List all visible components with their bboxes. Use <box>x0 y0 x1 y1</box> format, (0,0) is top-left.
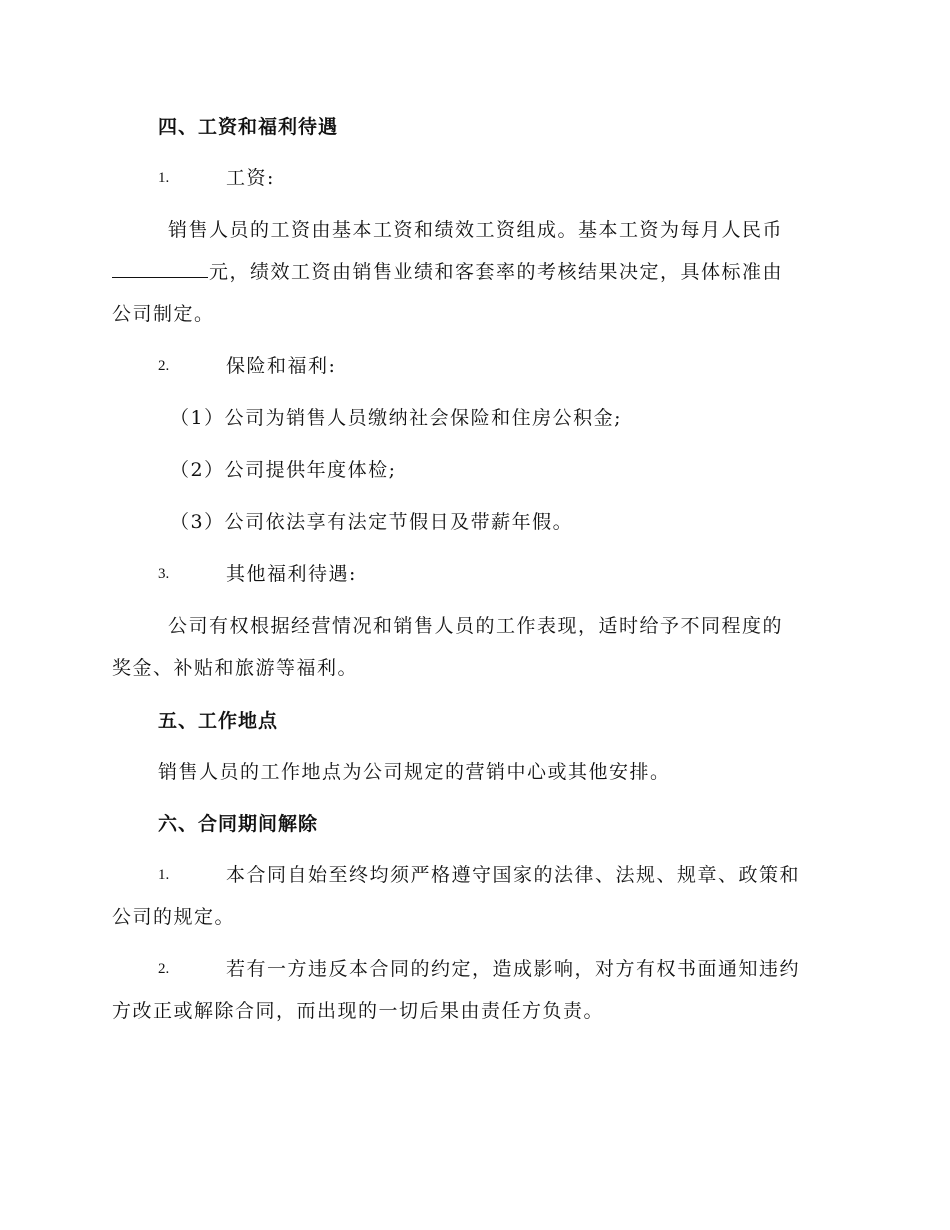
termination-item-1-line-1: 本合同自始至终均须严格遵守国家的法律、法规、规章、政策和 <box>226 864 801 886</box>
insurance-item-2: （2）公司提供年度体检; <box>170 459 397 481</box>
termination-item-1-line-2: 公司的规定。 <box>112 906 236 928</box>
other-benefits-line-2: 奖金、补贴和旅游等福利。 <box>112 657 359 679</box>
wage-paragraph-line-3: 公司制定。 <box>112 303 215 325</box>
insurance-item-3: （3）公司依法享有法定节假日及带薪年假。 <box>170 511 574 533</box>
section-4-title: 四、工资和福利待遇 <box>158 116 339 138</box>
wage-paragraph-line-1: 销售人员的工资由基本工资和绩效工资组成。基本工资为每月人民币 <box>168 219 784 241</box>
work-location-paragraph: 销售人员的工作地点为公司规定的营销中心或其他安排。 <box>158 761 671 783</box>
insurance-item-1: （1）公司为销售人员缴纳社会保险和住房公积金; <box>170 407 622 429</box>
section-6-title: 六、合同期间解除 <box>158 813 319 835</box>
section-5-title: 五、工作地点 <box>158 710 279 732</box>
other-benefits-line-1: 公司有权根据经营情况和销售人员的工作表现，适时给予不同程度的 <box>168 615 784 637</box>
list-number-4-3: 3. <box>158 566 170 582</box>
list-number-6-2: 2. <box>158 961 170 977</box>
list-number-4-1: 1. <box>158 170 170 186</box>
list-number-4-2: 2. <box>158 358 170 374</box>
wage-label: 工资: <box>226 167 275 189</box>
termination-item-2-line-2: 方改正或解除合同，而出现的一切后果由责任方负责。 <box>112 1000 605 1022</box>
list-number-6-1: 1. <box>158 867 170 883</box>
wage-paragraph-line-2: 元，绩效工资由销售业绩和客套率的考核结果决定，具体标准由 <box>112 259 783 285</box>
termination-item-2-line-1: 若有一方违反本合同的约定，造成影响，对方有权书面通知违约 <box>226 958 801 980</box>
insurance-label: 保险和福利: <box>226 355 337 377</box>
amount-blank <box>112 259 208 278</box>
other-benefits-label: 其他福利待遇: <box>226 563 357 585</box>
